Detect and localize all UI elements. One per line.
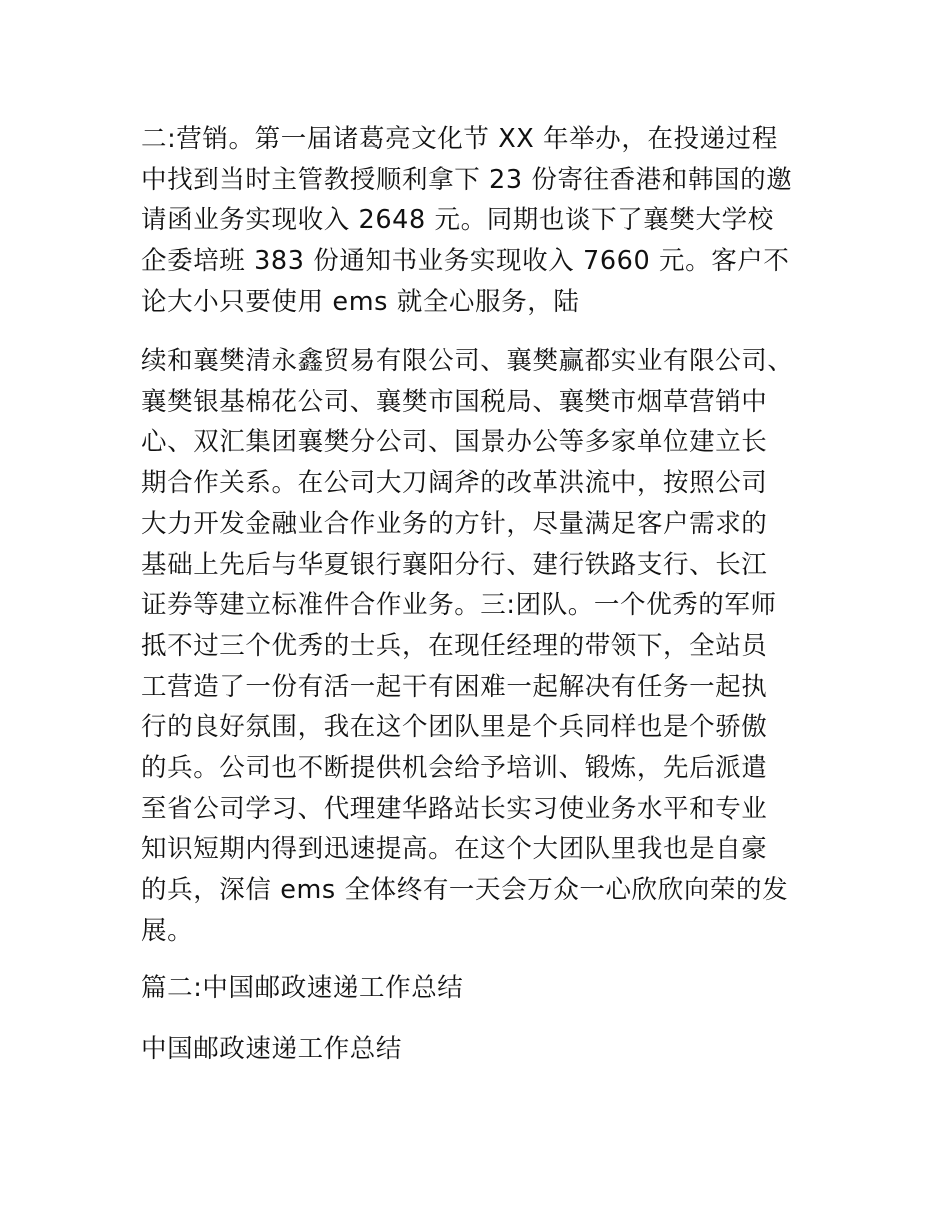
text-line: 至省公司学习、代理建华路站长实习使业务水平和专业 [141,793,768,824]
text-line: 中找到当时主管教授顺利拿下 23 份寄往香港和韩国的邀 [141,164,793,195]
text-line: 的兵。公司也不断提供机会给予培训、锻炼，先后派遣 [141,753,768,784]
text-line: 论大小只要使用 ems 就全心服务，陆 [141,286,580,317]
text-line: 的兵，深信 ems 全体终有一天会万众一心欣欣向荣的发 [141,875,789,906]
paragraph-marketing-team [141,119,811,323]
document-title-text: 中国邮政速递工作总结 [141,1034,403,1064]
text-line: 证券等建立标准件合作业务。三:团队。一个优秀的军师 [141,590,777,621]
text-line: 工营造了一份有活一起干有困难一起解决有任务一起执 [141,671,768,702]
paragraph-cooperation-team [141,341,811,952]
text-line: 抵不过三个优秀的士兵，在现任经理的带领下，全站员 [141,630,768,661]
text-line: 知识短期内得到迅速提高。在这个大团队里我也是自豪 [141,834,768,865]
text-line: 二:营销。第一届诸葛亮文化节 XX 年举办，在投递过程 [141,124,778,154]
text-line: 心、双汇集团襄樊分公司、国景办公等多家单位建立长 [141,427,768,458]
text-line: 请函业务实现收入 2648 元。同期也谈下了襄樊大学校 [141,205,774,236]
section-heading [141,968,811,1009]
text-line: 企委培班 383 份通知书业务实现收入 7660 元。客户不 [141,246,790,277]
text-line: 大力开发金融业合作业务的方针，尽量满足客户需求的 [141,508,768,539]
text-line: 基础上先后与华夏银行襄阳分行、建行铁路支行、长江 [141,549,768,580]
section-heading-text: 篇二:中国邮政速递工作总结 [141,973,464,1003]
text-line: 行的良好氛围，我在这个团队里是个兵同样也是个骄傲 [141,712,768,743]
document-title [141,1029,811,1070]
text-line: 期合作关系。在公司大刀阔斧的改革洪流中，按照公司 [141,468,768,499]
text-line: 展。 [141,915,194,946]
text-line: 襄樊银基棉花公司、襄樊市国税局、襄樊市烟草营销中 [141,386,768,417]
text-line: 续和襄樊清永鑫贸易有限公司、襄樊赢都实业有限公司、 [141,346,794,376]
